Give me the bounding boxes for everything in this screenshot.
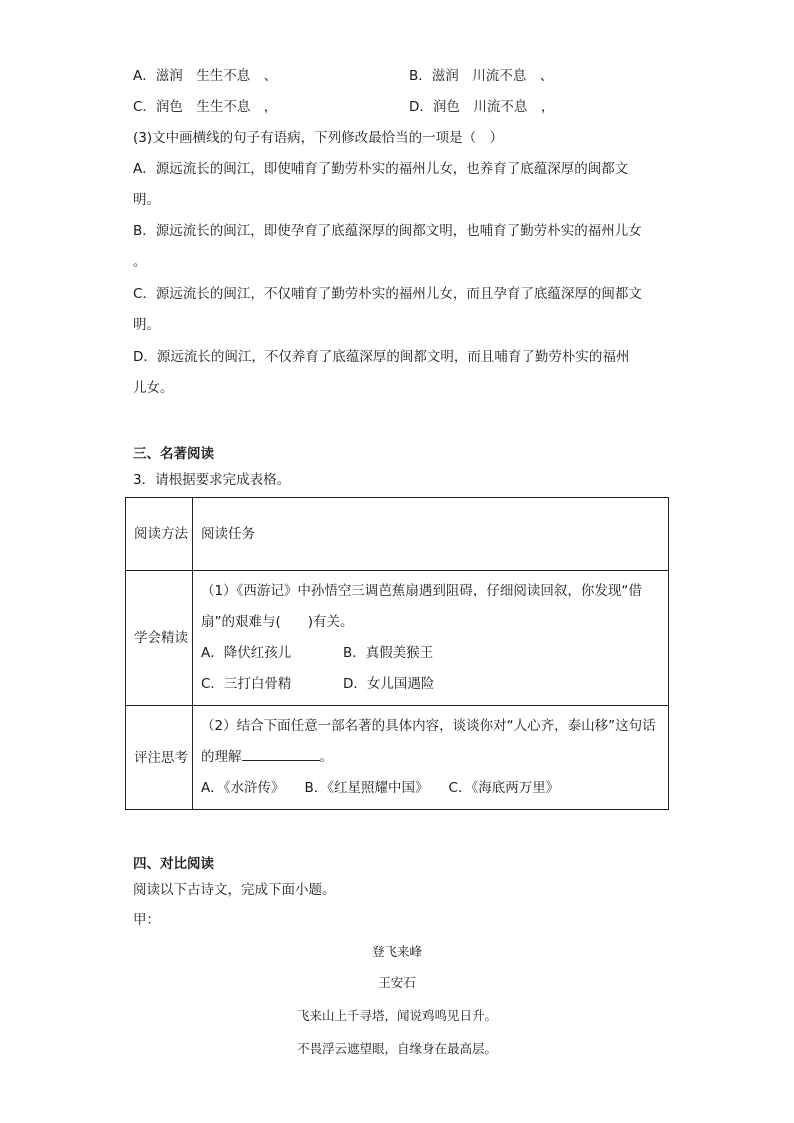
row1-options-ab	[201, 638, 658, 669]
q3-option-d-line1[interactable]: D．源远流长的闽江，不仅养育了底蕴深厚的闽都文明，而且哺育了勤劳朴实的福州	[133, 349, 630, 365]
row2-option-c[interactable]: C．《海底两万里》	[448, 780, 560, 796]
q2-option-row-1	[133, 66, 554, 86]
section3-prompt: 3．请根据要求完成表格。	[133, 472, 291, 488]
row1-task-cell	[193, 571, 669, 706]
header-task-cell: 阅读任务	[193, 498, 669, 571]
poem-line-1: 飞来山上千寻塔，闻说鸡鸣见日升。	[296, 1008, 497, 1023]
row1-option-b[interactable]: B．真假美猴王	[343, 645, 434, 661]
row1-question-line2: 扇”的艰难与( )有关。	[201, 614, 354, 630]
row2-question-line2	[201, 742, 658, 773]
q2-option-b[interactable]: B．滋润 川流不息 、	[409, 68, 554, 84]
poem-author: 王安石	[378, 975, 416, 990]
q3-option-c-line1[interactable]: C．源远流长的闽江，不仅哺育了勤劳朴实的福州儿女，而且孕育了底蕴深厚的闽都文	[133, 286, 642, 302]
section4-heading: 四、对比阅读	[133, 856, 214, 872]
row2-question-prefix: 的理解	[201, 749, 242, 765]
row2-question-suffix: 。	[319, 749, 333, 765]
q3-option-c-line2[interactable]: 明。	[133, 317, 160, 333]
row1-method-cell: 学会精读	[126, 571, 193, 706]
table-row-close-reading	[126, 571, 669, 706]
q3-option-b-line1[interactable]: B．源远流长的闽江，即使孕育了底蕴深厚的闽都文明，也哺育了勤劳朴实的福州儿女	[133, 223, 642, 239]
row1-question-line1: （1）《西游记》中孙悟空三调芭蕉扇遇到阻碍，仔细阅读回叙，你发现“借	[201, 583, 642, 599]
row2-option-a[interactable]: A．《水浒传》	[201, 780, 285, 796]
q2-option-a[interactable]: A．滋润 生生不息 、	[133, 68, 278, 84]
reading-table	[125, 497, 669, 810]
q3-option-b-line2[interactable]: 。	[133, 254, 147, 270]
row2-method-cell: 评注思考	[126, 706, 193, 810]
q3-stem: (3)文中画横线的句子有语病，下列修改最恰当的一项是（ ）	[133, 130, 504, 146]
q2-option-d[interactable]: D．润色 川流不息 ，	[409, 99, 555, 115]
q3-option-d-line2[interactable]: 儿女。	[133, 380, 174, 396]
header-method-cell: 阅读方法	[126, 498, 193, 571]
row2-question-line1: （2）结合下面任意一部名著的具体内容，谈谈你对“人心齐，泰山移”这句话	[201, 718, 656, 734]
section4-prompt: 阅读以下古诗文，完成下面小题。	[133, 882, 336, 898]
poem-line-2: 不畏浮云遮望眼，自缘身在最高层。	[296, 1041, 497, 1056]
row2-option-b[interactable]: B．《红星照耀中国》	[304, 780, 429, 796]
answer-blank[interactable]	[242, 746, 320, 761]
q2-option-row-2	[133, 97, 555, 117]
section3-heading: 三、名著阅读	[133, 446, 214, 462]
row2-task-cell	[193, 706, 669, 810]
row1-options-cd	[201, 669, 658, 700]
row1-option-c[interactable]: C．三打白骨精	[201, 676, 292, 692]
row2-options	[201, 773, 658, 804]
row1-option-a[interactable]: A．降伏红孩儿	[201, 645, 292, 661]
q2-option-c[interactable]: C．润色 生生不息 ，	[133, 99, 278, 115]
row1-option-d[interactable]: D．女儿国遇险	[343, 676, 435, 692]
q3-option-a-line1[interactable]: A．源远流长的闽江，即使哺育了勤劳朴实的福州儿女，也养育了底蕴深厚的闽都文	[133, 161, 629, 177]
q3-option-a-line2[interactable]: 明。	[133, 192, 160, 208]
table-header-row	[126, 498, 669, 571]
poem-title: 登飞来峰	[371, 944, 422, 959]
poem-label-jia: 甲：	[133, 912, 160, 928]
table-row-annotation	[126, 706, 669, 810]
